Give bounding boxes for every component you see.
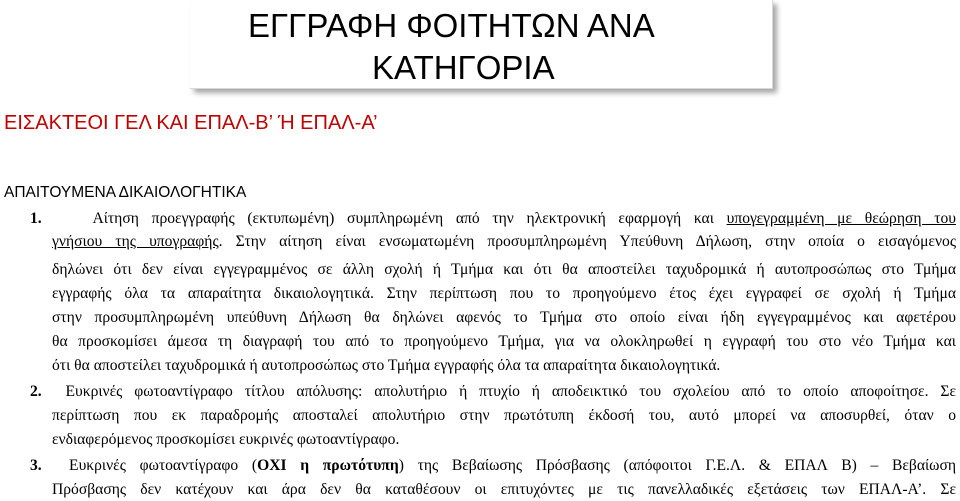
item-2-text: Ευκρινές φωτοαντίγραφο τίτλου απόλυσης: απολυτήριο ή πτυχίο ή αποδεικτικό του σχολείου από το οποίο αποφοίτησε. Σε [65, 383, 957, 400]
item-2-number: 2. [30, 383, 42, 400]
item-2-line-1 [30, 380, 956, 403]
page-title-line-2: ΚΑΤΗΓΟΡΙΑ [372, 49, 555, 86]
item-1-line-6: θα προσκομίσει άμεσα τη διαγραφή του από το προηγούμενο Τμήμα, για να ολοκληρωθεί η εγγραφή του στο νέο Τμήμα και [52, 333, 956, 350]
item-1-underline-b: γνήσιου της υπογραφής [52, 233, 219, 250]
item-3-number: 3. [30, 457, 42, 474]
item-1-underline-a: υπογεγραμμένη με θεώρηση του [726, 210, 957, 227]
section-heading: ΑΠΑΙΤΟΥΜΕΝΑ ΔΙΚΑΙΟΛΟΓΗΤΙΚΑ [4, 184, 247, 201]
page-title-line-1: ΕΓΓΡΑΦΗ ΦΟΙΤΗΤΩΝ ΑΝΑ [248, 7, 655, 44]
item-2-line-3: ενδιαφερόμενος προσκομίσει ευκρινές φωτοαντίγραφο. [52, 431, 400, 448]
category-heading: ΕΙΣΑΚΤΕΟΙ ΓΕΛ ΚΑΙ ΕΠΑΛ-Β’ Ή ΕΠΑΛ-Α’ [4, 112, 378, 134]
item-2-line-2: περίπτωση που εκ παραδρομής αποσταλεί απολυτήριο στην πρωτότυπη έκδοσή του, αυτό μπορεί να αποσυρθεί, όταν ο [52, 407, 956, 424]
item-1-line-7: ότι θα αποστείλει ταχυδρομικά ή αυτοπροσώπως στο Τμήμα εγγραφής όλα τα απαραίτητα δικαιολογητικά. [52, 357, 721, 374]
item-1-line-1 [30, 207, 956, 230]
item-3-text-c: ) της Βεβαίωσης Πρόσβασης (απόφοιτοι Γ.Ε.Λ. & ΕΠΑΛ Β) – Βεβαίωση [398, 457, 957, 474]
item-3-line-1 [30, 454, 956, 477]
item-1-line-3: δηλώνει ότι δεν είναι εγγεγραμμένος σε άλλη σχολή ή Τμήμα και ότι θα αποστείλει ταχυδρομικά ή αυτοπροσώπως στο Τμήμα [52, 261, 956, 278]
item-3-text-a: Ευκρινές φωτοαντίγραφο ( [69, 457, 258, 474]
item-1-line-2 [52, 230, 956, 253]
item-3-line-2: Πρόσβασης δεν κατέχουν και άρα δεν θα καταθέσουν οι επιτυχόντες με τις πανελλαδικές εξετάσεις των ΕΠΑΛ-Α’. Σε [52, 481, 956, 498]
item-3-bold: ΟΧΙ η πρωτότυπη [257, 457, 399, 474]
item-1-line-5: στην προσυμπληρωμένη υπεύθυνη Δήλωση θα δηλώνει αφενός το Τμήμα στο οποίο είναι ήδη εγγεγραμμένος και αφετέρου [52, 309, 956, 326]
item-1-line-4: εγγραφής όλα τα απαραίτητα δικαιολογητικά. Στην περίπτωση που το προηγούμενο έτος έχει εγγραφεί σε σχολή ή Τμήμα [52, 285, 956, 302]
title-box [190, 0, 773, 89]
item-1-number: 1. [30, 210, 42, 227]
item-1-text-b: . Στην αίτηση είναι ενσωματωμένη προσυμπληρωμένη Υπεύθυνη Δήλωση, στην οποία ο εισαγόμενος [218, 233, 956, 250]
item-1-text-a: Αίτηση προεγγραφής (εκτυπωμένη) συμπληρωμένη από την ηλεκτρονική εφαρμογή και [92, 210, 727, 227]
